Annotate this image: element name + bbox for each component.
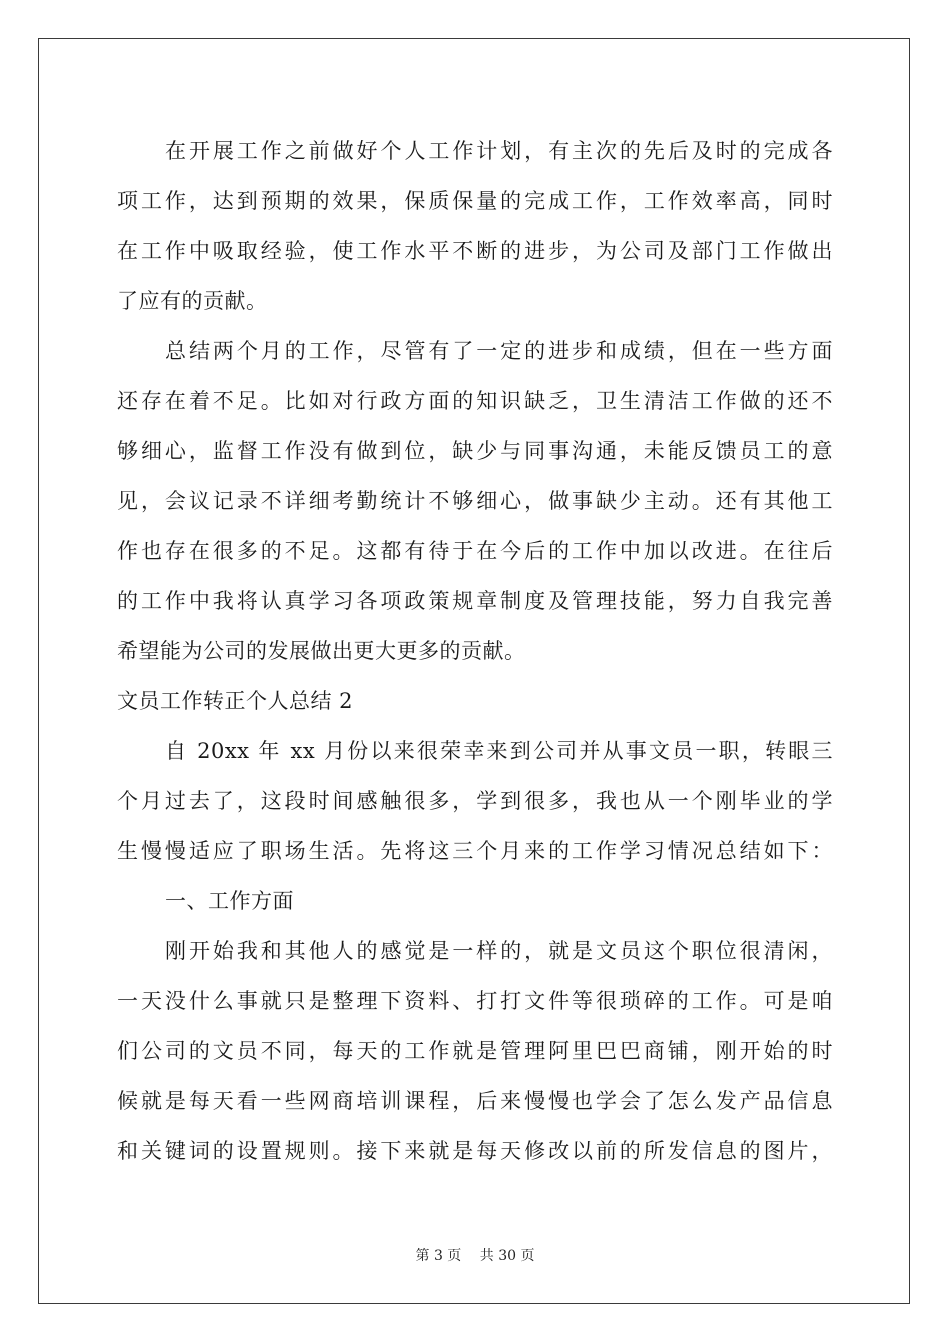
text-line: 总结两个月的工作，尽管有了一定的进步和成绩，但在一些方面 bbox=[165, 339, 833, 363]
text-line: 和关键词的设置规则。接下来就是每天修改以前的所发信息的图片， bbox=[117, 1139, 833, 1163]
text-line: 个月过去了，这段时间感触很多，学到很多，我也从一个刚毕业的学 bbox=[117, 789, 833, 813]
text-line: 自 20xx 年 xx 月份以来很荣幸来到公司并从事文员一职，转眼三 bbox=[165, 739, 833, 763]
text-line: 一天没什么事就只是整理下资料、打打文件等很琐碎的工作。可是咱 bbox=[117, 989, 833, 1013]
text-line: 项工作，达到预期的效果，保质保量的完成工作，工作效率高，同时 bbox=[117, 189, 833, 213]
text-line: 在工作中吸取经验，使工作水平不断的进步，为公司及部门工作做出 bbox=[117, 239, 833, 263]
section-heading: 文员工作转正个人总结 2 bbox=[117, 689, 354, 713]
text-line: 生慢慢适应了职场生活。先将这三个月来的工作学习情况总结如下： bbox=[117, 839, 833, 863]
text-line: 刚开始我和其他人的感觉是一样的，就是文员这个职位很清闲， bbox=[165, 939, 833, 963]
text-line: 的工作中我将认真学习各项政策规章制度及管理技能，努力自我完善 bbox=[117, 589, 833, 613]
text-line: 了应有的贡献。 bbox=[117, 289, 268, 313]
text-line: 见，会议记录不详细考勤统计不够细心，做事缺少主动。还有其他工 bbox=[117, 489, 833, 513]
text-line: 候就是每天看一些网商培训课程，后来慢慢也学会了怎么发产品信息 bbox=[117, 1089, 833, 1113]
text-line: 们公司的文员不同，每天的工作就是管理阿里巴巴商铺，刚开始的时 bbox=[117, 1039, 833, 1063]
text-line: 还存在着不足。比如对行政方面的知识缺乏，卫生清洁工作做的还不 bbox=[117, 389, 833, 413]
subsection-heading: 一、工作方面 bbox=[165, 889, 294, 913]
text-line: 希望能为公司的发展做出更大更多的贡献。 bbox=[117, 639, 526, 663]
page-number-footer: 第 3 页 共 30 页 bbox=[415, 1248, 535, 1264]
text-line: 够细心，监督工作没有做到位，缺少与同事沟通，未能反馈员工的意 bbox=[117, 439, 833, 463]
text-line: 作也存在很多的不足。这都有待于在今后的工作中加以改进。在往后 bbox=[117, 539, 833, 563]
text-line: 在开展工作之前做好个人工作计划，有主次的先后及时的完成各 bbox=[165, 139, 833, 163]
